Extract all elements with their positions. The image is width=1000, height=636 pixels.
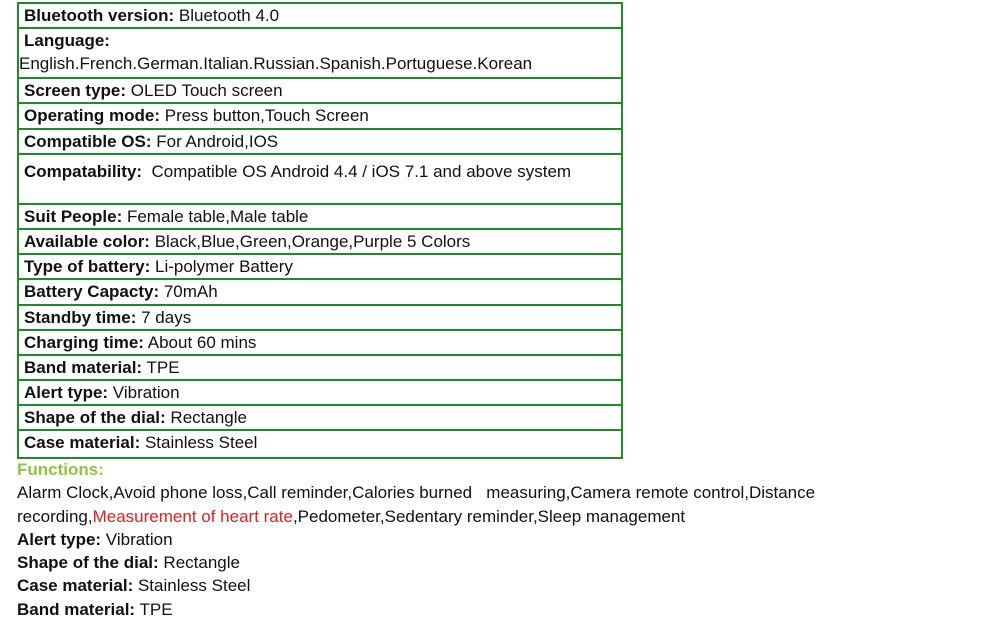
- functions-section: [17, 458, 992, 621]
- functions-title: Functions:: [17, 460, 104, 479]
- extra-label: Alert type:: [17, 529, 102, 549]
- extra-value: Vibration: [101, 529, 173, 549]
- spec-row-band-material: [19, 356, 621, 381]
- spec-value: Stainless Steel: [140, 433, 258, 453]
- extra-value: TPE: [135, 599, 173, 619]
- spec-value: Li-polymer Battery: [150, 257, 293, 277]
- functions-line-2-start: recording,: [17, 506, 93, 526]
- spec-value: About 60 mins: [143, 332, 257, 352]
- extra-value: Rectangle: [158, 553, 240, 573]
- spec-value: Bluetooth 4.0: [174, 6, 280, 25]
- extra-dial-shape: [17, 551, 992, 574]
- spec-label: Shape of the dial:: [24, 408, 166, 428]
- spec-row-battery-capacity: [19, 280, 621, 305]
- spec-value: TPE: [142, 357, 180, 377]
- spec-label: Language:: [24, 31, 110, 51]
- spec-table: [17, 2, 623, 459]
- spec-value: Press button,Touch Screen: [160, 106, 369, 126]
- spec-label: Type of battery:: [24, 257, 151, 277]
- spec-row-battery-type: [19, 255, 621, 280]
- spec-row-available-color: [19, 230, 621, 255]
- spec-value: Rectangle: [165, 408, 247, 428]
- spec-row-operating-mode: [19, 104, 621, 129]
- spec-row-dial-shape: [19, 406, 621, 431]
- spec-label: Compatible OS:: [24, 131, 152, 151]
- extra-value: Stainless Steel: [133, 576, 251, 596]
- spec-value: 70mAh: [159, 282, 218, 302]
- spec-row-compatible-os: [19, 130, 621, 155]
- spec-row-screen-type: [19, 79, 621, 104]
- spec-label: Band material:: [24, 357, 143, 377]
- spec-label: Alert type:: [24, 383, 109, 403]
- spec-label: Screen type:: [24, 81, 127, 101]
- spec-label: Standby time:: [24, 307, 137, 327]
- extra-alert-type: [17, 528, 992, 551]
- spec-row-bluetooth: [19, 4, 621, 29]
- spec-label: Battery Capacty:: [24, 282, 160, 302]
- spec-label: Operating mode:: [24, 106, 161, 126]
- spec-row-compatability: [19, 155, 621, 205]
- spec-label: Available color:: [24, 231, 150, 251]
- functions-line-1: Alarm Clock,Avoid phone loss,Call reminder,Calories burned measuring,Camera remote control,Distance: [17, 483, 816, 503]
- spec-value: Vibration: [108, 383, 180, 403]
- spec-value: English.French.German.Italian.Russian.Spanish.Portuguese.Korean: [19, 54, 533, 74]
- spec-label: Suit People:: [24, 206, 123, 226]
- extra-case-material: [17, 574, 992, 597]
- extra-band-material: [17, 598, 992, 621]
- spec-row-alert-type: [19, 381, 621, 406]
- extra-label: Band material:: [17, 599, 136, 619]
- spec-row-charging-time: [19, 331, 621, 356]
- spec-label: Bluetooth version:: [24, 6, 175, 25]
- spec-value: For Android,IOS: [151, 131, 279, 151]
- spec-value: Black,Blue,Green,Orange,Purple 5 Colors: [149, 231, 471, 251]
- spec-row-suit-people: [19, 205, 621, 230]
- spec-value: Compatible OS Android 4.4 / iOS 7.1 and above system: [142, 161, 572, 181]
- spec-value: OLED Touch screen: [126, 81, 283, 101]
- extra-label: Shape of the dial:: [17, 553, 159, 573]
- spec-label: Charging time:: [24, 332, 144, 352]
- spec-row-case-material: [19, 431, 621, 456]
- spec-row-language: [19, 29, 621, 79]
- extra-label: Case material:: [17, 576, 134, 596]
- spec-value: 7 days: [136, 307, 192, 327]
- heart-rate-highlight: Measurement of heart rate: [92, 506, 293, 526]
- functions-line-2: [17, 505, 992, 528]
- spec-value: Female table,Male table: [122, 206, 309, 226]
- spec-label: Case material:: [24, 433, 141, 453]
- spec-row-standby-time: [19, 306, 621, 331]
- spec-label: Compatability:: [24, 161, 143, 181]
- functions-line-2-end: ,Pedometer,Sedentary reminder,Sleep management: [292, 506, 686, 526]
